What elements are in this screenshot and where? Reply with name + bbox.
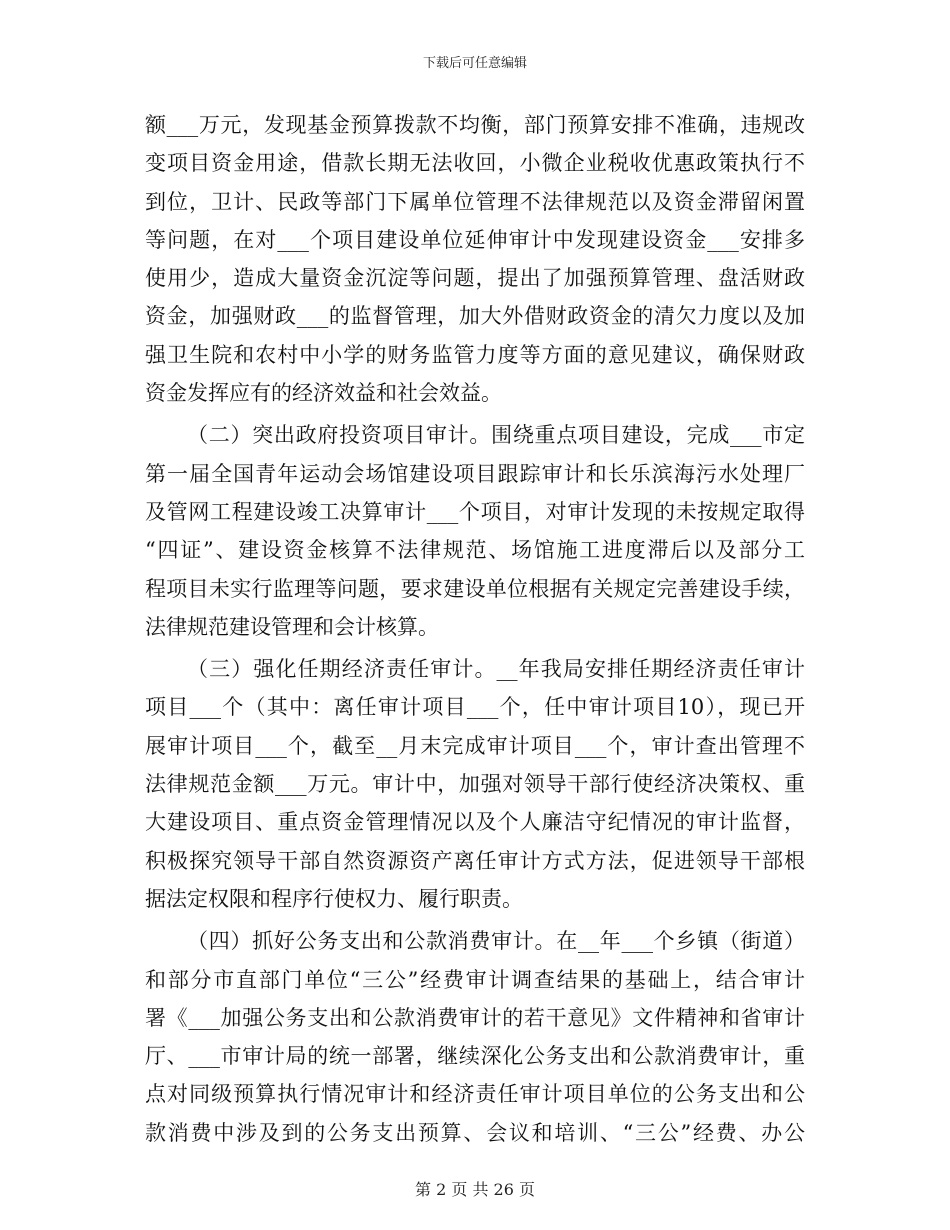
- text-line: 据法定权限和程序行使权力、履行职责。: [145, 886, 523, 911]
- text-line: （二）突出政府投资项目审计。围绕重点项目建设，完成___市定: [187, 423, 805, 448]
- text-line: 额___万元，发现基金预算拨款不均衡，部门预算安排不准确，违规改: [145, 113, 805, 137]
- text-line: 款消费中涉及到的公务支出预算、会议和培训、“三公”经费、办公: [145, 1120, 805, 1145]
- text-line: 及管网工程建设竣工决算审计___个项目，对审计发现的未按规定取得: [145, 499, 805, 524]
- text-line: 资金发挥应有的经济效益和社会效益。: [145, 381, 502, 406]
- text-line: 资金，加强财政___的监督管理，加大外借财政资金的清欠力度以及加: [145, 304, 805, 329]
- paragraph-2: [145, 416, 805, 646]
- text-line: 等问题，在对___个项目建设单位延伸审计中发现建设资金___安排多: [145, 227, 805, 252]
- text-line: 和部分市直部门单位“三公”经费审计调查结果的基础上，结合审计: [145, 967, 805, 992]
- text-line: 项目___个（其中：离任审计项目___个，任中审计项目10），现已开: [145, 695, 805, 720]
- text-line: 程项目未实行监理等问题，要求建设单位根据有关规定完善建设手续，: [145, 576, 805, 601]
- text-line: （三）强化任期经济责任审计。__年我局安排任期经济责任审计: [187, 657, 805, 682]
- text-line: 变项目资金用途，借款长期无法收回，小微企业税收优惠政策执行不: [145, 151, 805, 176]
- text-line: 点对同级预算执行情况审计和经济责任审计项目单位的公务支出和公: [145, 1082, 805, 1107]
- text-line: 使用少，造成大量资金沉淀等问题，提出了加强预算管理、盘活财政: [145, 266, 805, 291]
- page-number-footer: 第 2 页 共 26 页: [415, 1180, 535, 1199]
- text-line: 强卫生院和农村中小学的财务监管力度等方面的意见建议，确保财政: [145, 342, 805, 367]
- text-line: 厅、___市审计局的统一部署，继续深化公务支出和公款消费审计，重: [145, 1044, 805, 1069]
- paragraph-1: [145, 106, 805, 412]
- text-line: 到位，卫计、民政等部门下属单位管理不法律规范以及资金滞留闲置: [145, 189, 805, 214]
- document-body: [145, 106, 805, 1152]
- text-line: 积极探究领导干部自然资源资产离任审计方式方法，促进领导干部根: [145, 848, 805, 873]
- paragraph-4: [145, 922, 805, 1152]
- text-line: 展审计项目___个，截至__月末完成审计项目___个，审计查出管理不: [145, 733, 805, 758]
- text-line: “四证”、建设资金核算不法律规范、场馆施工进度滞后以及部分工: [145, 538, 805, 563]
- text-line: 第一届全国青年运动会场馆建设项目跟踪审计和长乐滨海污水处理厂: [145, 461, 805, 486]
- text-line: 法律规范建设管理和会计核算。: [145, 614, 439, 639]
- text-line: 署《___加强公务支出和公款消费审计的若干意见》文件精神和省审计: [145, 1005, 805, 1030]
- page-header-note: 下载后可任意编辑: [422, 56, 527, 71]
- paragraph-3: [145, 650, 805, 918]
- text-line: 大建设项目、重点资金管理情况以及个人廉洁守纪情况的审计监督，: [145, 810, 805, 835]
- text-line: 法律规范金额___万元。审计中，加强对领导干部行使经济决策权、重: [145, 772, 805, 797]
- text-line: （四）抓好公务支出和公款消费审计。在__年___个乡镇（街道）: [187, 929, 805, 954]
